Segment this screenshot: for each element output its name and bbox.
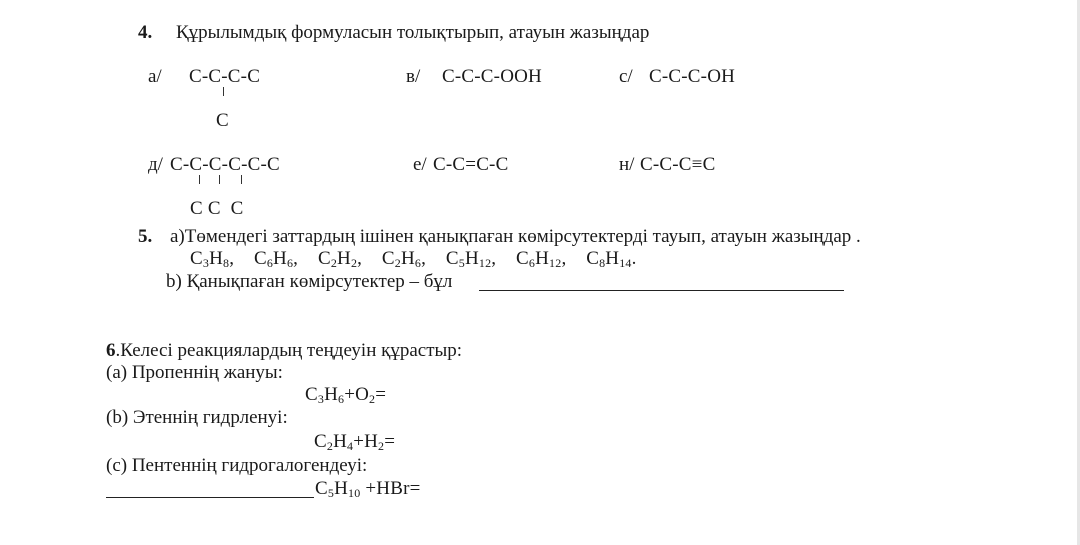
q4-item-e-chain: C-C=C-C — [433, 154, 509, 175]
formula: $C_6H_{12}$, — [516, 248, 567, 270]
formula: $C_5H_{12}$, — [445, 248, 497, 270]
formula: $C_6H_6$, — [253, 248, 299, 270]
q4-item-d-branches: C C C — [190, 198, 244, 219]
q6-a-label: (а) Пропеннің жануы: — [106, 362, 283, 383]
q6-c-label: (с) Пентеннің гидрогалогендеуі: — [106, 455, 368, 476]
q6-number: 6 — [106, 340, 116, 361]
bond-line — [241, 175, 242, 184]
q4-item-n-label: н/ — [619, 154, 635, 175]
q4-item-n-chain: C-C-C≡C — [640, 154, 716, 175]
bond-line — [199, 175, 200, 184]
answer-line[interactable] — [479, 290, 844, 291]
q5-number: 5. — [138, 226, 153, 247]
q6-c-equation: $C_5H_{10} +HBr=$ — [315, 478, 421, 500]
formula: $C_2H_2$, — [317, 248, 363, 270]
q4-item-d-chain: C-C-C-C-C-C — [170, 154, 280, 175]
q4-item-a-label: а/ — [148, 66, 162, 87]
q5-part-a: а)Төмендегі заттардың ішінен қанықпаған көмірсутектерді тауып, атауын жазыңдар . — [170, 226, 861, 247]
formula: $C_3H_8$, — [190, 248, 235, 270]
q4-item-c-chain: C-C-C-OH — [649, 66, 736, 87]
q4-title: Құрылымдық формуласын толықтырып, атауын жазыңдар — [176, 22, 650, 43]
q5-part-b: b) Қанықпаған көмірсутектер – бұл — [166, 271, 453, 292]
q4-item-b-label: в/ — [406, 66, 421, 87]
q4-number: 4. — [138, 22, 153, 43]
q4-item-a-branch: C — [216, 110, 229, 131]
q4-item-c-label: с/ — [619, 66, 633, 87]
q4-item-d-label: д/ — [148, 154, 163, 175]
bond-line — [223, 87, 224, 96]
q4-item-a-chain: C-C-C-C — [189, 66, 261, 87]
formula: $C_8H_{14}$. — [586, 248, 637, 270]
q6-a-equation: $C_3H_6+O_2=$ — [305, 384, 387, 406]
q4-item-b-chain: C-C-C-OOH — [442, 66, 542, 87]
q6-b-label: (b) Этеннің гидрленуі: — [106, 407, 288, 428]
q6-title: .Келесі реакциялардың теңдеуін құрастыр: — [115, 340, 463, 361]
formula: $C_2H_6$, — [381, 248, 427, 270]
answer-line[interactable] — [106, 497, 314, 498]
q4-item-e-label: е/ — [413, 154, 427, 175]
q5-formula-list — [190, 248, 637, 270]
q6-b-equation: $C_2H_4+H_2=$ — [314, 431, 396, 453]
q6-heading — [106, 340, 462, 362]
bond-line — [219, 175, 220, 184]
